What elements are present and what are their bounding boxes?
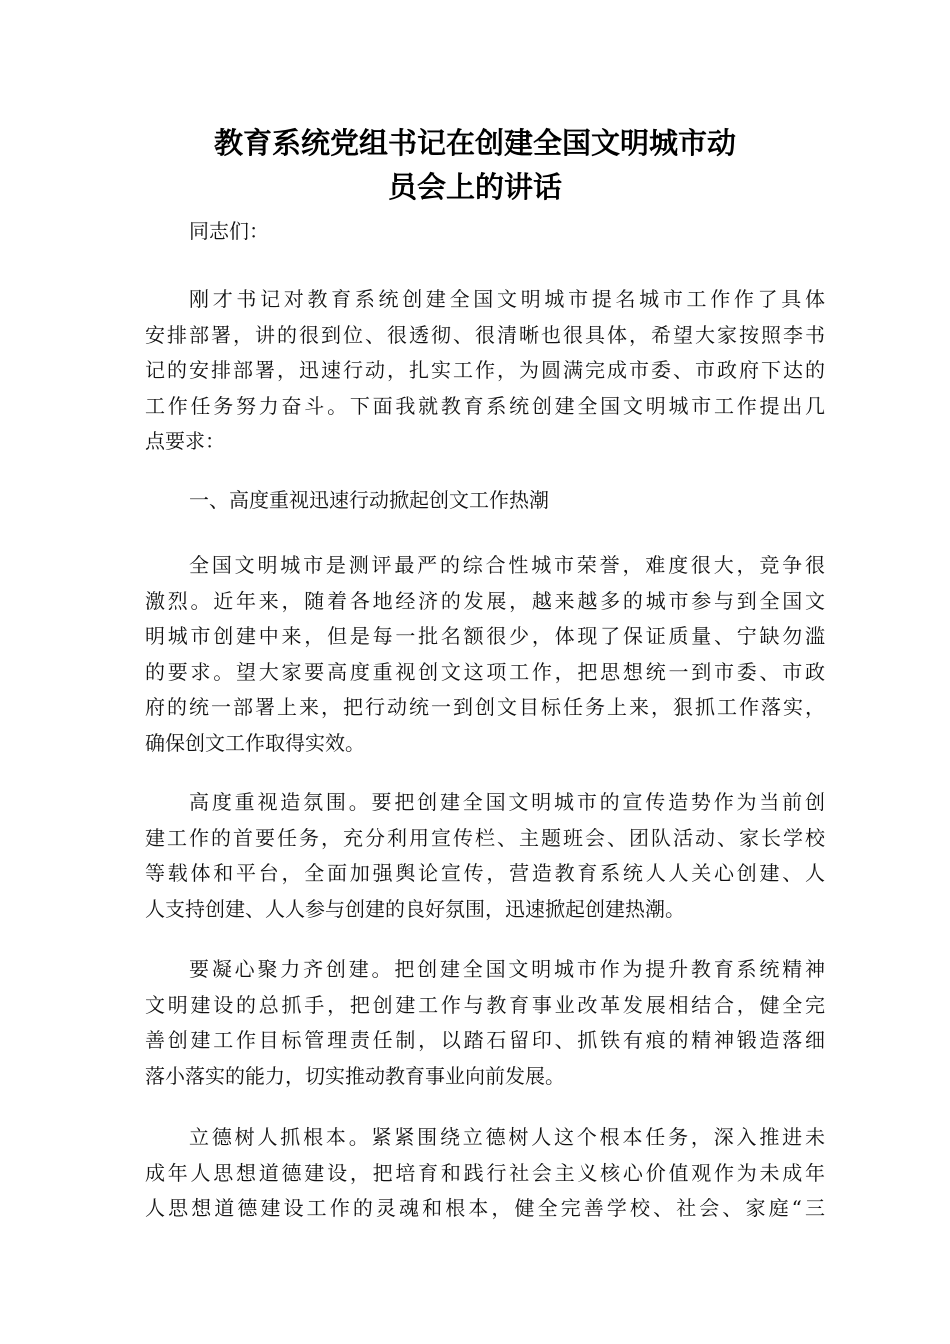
paragraph-line: 确保创文工作取得实效。 [145, 730, 365, 755]
paragraph-line: 要凝心聚力齐创建。把创建全国文明城市作为提升教育系统精神 [189, 957, 825, 981]
paragraph-intro [145, 282, 825, 460]
paragraph-line: 记的安排部署，迅速行动，扎实工作，为圆满完成市委、市政府下达的 [145, 358, 825, 382]
paragraph-line: 成年人思想道德建设，把培育和践行社会主义核心价值观作为未成年 [145, 1160, 825, 1185]
paragraph-moral-education [145, 1120, 825, 1227]
paragraph-line: 府的统一部署上来，把行动统一到创文目标任务上来，狠抓工作落实， [145, 695, 825, 719]
paragraph-atmosphere [145, 785, 825, 927]
paragraph-line: 激烈。近年来，随着各地经济的发展，越来越多的城市参与到全国文 [145, 588, 825, 613]
document-title-line1: 教育系统党组书记在创建全国文明城市动 [213, 126, 736, 160]
paragraph-line: 人支持创建、人人参与创建的良好氛围，迅速掀起创建热潮。 [145, 896, 685, 921]
paragraph-line: 等载体和平台，全面加强舆论宣传，营造教育系统人人关心创建、人 [145, 861, 825, 885]
paragraph-line: 文明建设的总抓手，把创建工作与教育事业改革发展相结合，健全完 [145, 992, 825, 1017]
paragraph-line: 工作任务努力奋斗。下面我就教育系统创建全国文明城市工作提出几 [145, 393, 825, 418]
paragraph-line: 刚才书记对教育系统创建全国文明城市提名城市工作作了具体 [189, 287, 825, 311]
paragraph-line: 建工作的首要任务，充分利用宣传栏、主题班会、团队活动、家长学校 [145, 825, 825, 850]
paragraph-line: 的要求。望大家要高度重视创文这项工作，把思想统一到市委、市政 [145, 659, 825, 684]
paragraph-line: 点要求： [145, 429, 225, 453]
salutation: 同志们： [189, 219, 269, 243]
paragraph-unity [145, 952, 825, 1094]
paragraph-line: 善创建工作目标管理责任制，以踏石留印、抓铁有痕的精神锻造落细 [145, 1028, 825, 1052]
paragraph-line: 安排部署，讲的很到位、很透彻、很清晰也很具体，希望大家按照李书 [145, 322, 825, 347]
paragraph-line: 明城市创建中来，但是每一批名额很少，体现了保证质量、宁缺勿滥 [145, 624, 825, 648]
paragraph-line: 高度重视造氛围。要把创建全国文明城市的宣传造势作为当前创 [189, 790, 825, 814]
paragraph-line: 全国文明城市是测评最严的综合性城市荣誉，难度很大，竞争很 [189, 553, 825, 577]
paragraph-line: 落小落实的能力，切实推动教育事业向前发展。 [145, 1063, 565, 1088]
paragraph-line: 立德树人抓根本。紧紧围绕立德树人这个根本任务，深入推进未 [189, 1125, 825, 1149]
section-heading-1: 一、高度重视迅速行动掀起创文工作热潮 [189, 488, 549, 512]
paragraph-line: 人思想道德建设工作的灵魂和根本，健全完善学校、社会、家庭“三 [145, 1196, 825, 1220]
document-title-line2: 员会上的讲话 [387, 170, 562, 204]
paragraph-section1-body [145, 548, 825, 761]
